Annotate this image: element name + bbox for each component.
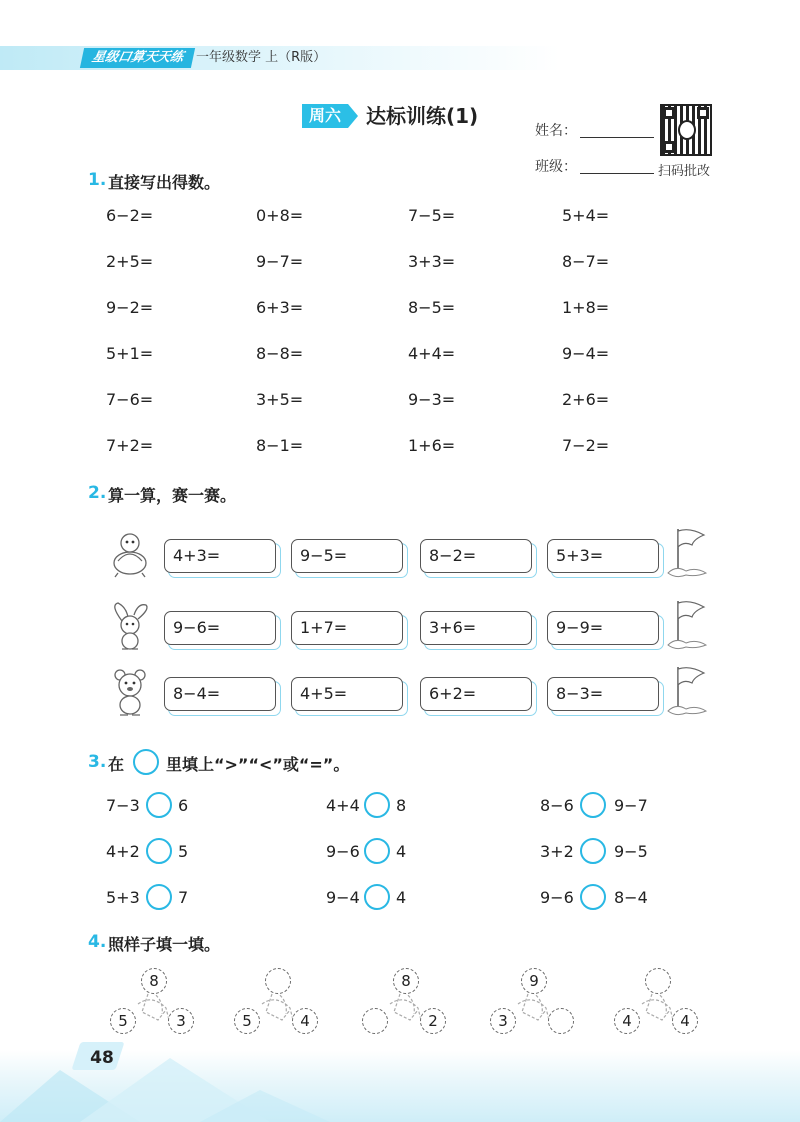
compare-left: 9−6 bbox=[326, 842, 360, 861]
compare-right: 4 bbox=[396, 888, 407, 907]
section-4-number: 4. bbox=[88, 932, 107, 952]
section-3-number: 3. bbox=[88, 752, 107, 772]
section-4-title: 照样子填一填。 bbox=[108, 935, 221, 954]
equation: 9−2= bbox=[106, 298, 154, 317]
compare-right: 8−4 bbox=[614, 888, 648, 907]
equation: 9−4= bbox=[562, 344, 610, 363]
equation: 8−5= bbox=[408, 298, 456, 317]
example-circle-icon bbox=[133, 749, 159, 775]
flag-icon bbox=[666, 597, 710, 651]
equation: 6+3= bbox=[256, 298, 304, 317]
equation: 5+1= bbox=[106, 344, 154, 363]
bike-left-wheel-number[interactable] bbox=[362, 1008, 388, 1034]
bike-left-wheel-number: 4 bbox=[614, 1008, 640, 1034]
bike-head-number[interactable] bbox=[265, 968, 291, 994]
equation: 8−1= bbox=[256, 436, 304, 455]
rabbit-icon bbox=[108, 601, 152, 651]
equation: 2+6= bbox=[562, 390, 610, 409]
compare-circle-input[interactable] bbox=[364, 838, 390, 864]
series-tag: 星级口算天天练 bbox=[80, 48, 195, 68]
equation: 4+4= bbox=[408, 344, 456, 363]
compare-left: 4+4 bbox=[326, 796, 360, 815]
answer-box[interactable]: 8−2= bbox=[420, 539, 532, 573]
section-1-number: 1. bbox=[88, 170, 107, 190]
compare-left: 9−6 bbox=[540, 888, 574, 907]
turtle-icon bbox=[108, 529, 152, 579]
equation: 9−7= bbox=[256, 252, 304, 271]
name-field[interactable] bbox=[580, 136, 654, 138]
section-3-title-post: 里填上“>”“<”或“=”。 bbox=[166, 755, 350, 774]
equation: 7+2= bbox=[106, 436, 154, 455]
equation: 8−8= bbox=[256, 344, 304, 363]
compare-circle-input[interactable] bbox=[364, 792, 390, 818]
answer-box[interactable]: 9−9= bbox=[547, 611, 659, 645]
compare-left: 3+2 bbox=[540, 842, 574, 861]
compare-right: 9−7 bbox=[614, 796, 648, 815]
section-2-number: 2. bbox=[88, 483, 107, 503]
compare-right: 8 bbox=[396, 796, 407, 815]
bike-head-number[interactable] bbox=[645, 968, 671, 994]
equation: 6−2= bbox=[106, 206, 154, 225]
bike-left-wheel-number: 5 bbox=[234, 1008, 260, 1034]
bike-head-number: 8 bbox=[393, 968, 419, 994]
answer-box[interactable]: 9−6= bbox=[164, 611, 276, 645]
compare-left: 7−3 bbox=[106, 796, 140, 815]
equation: 1+8= bbox=[562, 298, 610, 317]
qr-label: 扫码批改 bbox=[658, 164, 711, 179]
compare-circle-input[interactable] bbox=[580, 838, 606, 864]
class-label: 班级： bbox=[535, 159, 577, 175]
compare-circle-input[interactable] bbox=[146, 838, 172, 864]
compare-left: 9−4 bbox=[326, 888, 360, 907]
compare-circle-input[interactable] bbox=[146, 884, 172, 910]
class-field[interactable] bbox=[580, 172, 654, 174]
bike-left-wheel-number: 5 bbox=[110, 1008, 136, 1034]
flag-icon bbox=[666, 663, 710, 717]
compare-left: 4+2 bbox=[106, 842, 140, 861]
bike-left-wheel-number: 3 bbox=[490, 1008, 516, 1034]
equation: 3+5= bbox=[256, 390, 304, 409]
equation: 1+6= bbox=[408, 436, 456, 455]
equation: 9−3= bbox=[408, 390, 456, 409]
compare-circle-input[interactable] bbox=[580, 884, 606, 910]
compare-right: 9−5 bbox=[614, 842, 648, 861]
compare-right: 6 bbox=[178, 796, 189, 815]
qr-code-icon[interactable] bbox=[660, 104, 712, 156]
answer-box[interactable]: 8−4= bbox=[164, 677, 276, 711]
section-2-title: 算一算，赛一赛。 bbox=[108, 486, 237, 505]
flag-icon bbox=[666, 525, 710, 579]
answer-box[interactable]: 4+3= bbox=[164, 539, 276, 573]
answer-box[interactable]: 3+6= bbox=[420, 611, 532, 645]
answer-box[interactable]: 9−5= bbox=[291, 539, 403, 573]
bike-right-wheel-number[interactable] bbox=[548, 1008, 574, 1034]
equation: 7−2= bbox=[562, 436, 610, 455]
name-label: 姓名： bbox=[535, 123, 577, 139]
header-subtitle: 一年级数学 上（R版） bbox=[196, 50, 327, 65]
section-3-title-pre: 在 bbox=[108, 755, 125, 774]
equation: 7−6= bbox=[106, 390, 154, 409]
bike-right-wheel-number: 4 bbox=[672, 1008, 698, 1034]
compare-left: 8−6 bbox=[540, 796, 574, 815]
equation: 2+5= bbox=[106, 252, 154, 271]
equation: 3+3= bbox=[408, 252, 456, 271]
compare-right: 4 bbox=[396, 842, 407, 861]
bike-right-wheel-number: 2 bbox=[420, 1008, 446, 1034]
compare-right: 7 bbox=[178, 888, 189, 907]
answer-box[interactable]: 5+3= bbox=[547, 539, 659, 573]
compare-right: 5 bbox=[178, 842, 189, 861]
page-number: 48 bbox=[90, 1048, 114, 1068]
bike-right-wheel-number: 3 bbox=[168, 1008, 194, 1034]
compare-circle-input[interactable] bbox=[580, 792, 606, 818]
answer-box[interactable]: 4+5= bbox=[291, 677, 403, 711]
equation: 5+4= bbox=[562, 206, 610, 225]
section-1-title: 直接写出得数。 bbox=[108, 173, 221, 192]
bike-head-number: 8 bbox=[141, 968, 167, 994]
bike-head-number: 9 bbox=[521, 968, 547, 994]
compare-circle-input[interactable] bbox=[364, 884, 390, 910]
day-badge: 周六 bbox=[302, 104, 348, 128]
bear-icon bbox=[108, 667, 152, 717]
answer-box[interactable]: 8−3= bbox=[547, 677, 659, 711]
equation: 8−7= bbox=[562, 252, 610, 271]
equation: 7−5= bbox=[408, 206, 456, 225]
page-title: 达标训练(1) bbox=[366, 104, 479, 128]
answer-box[interactable]: 6+2= bbox=[420, 677, 532, 711]
compare-circle-input[interactable] bbox=[146, 792, 172, 818]
equation: 0+8= bbox=[256, 206, 304, 225]
compare-left: 5+3 bbox=[106, 888, 140, 907]
bike-right-wheel-number: 4 bbox=[292, 1008, 318, 1034]
answer-box[interactable]: 1+7= bbox=[291, 611, 403, 645]
